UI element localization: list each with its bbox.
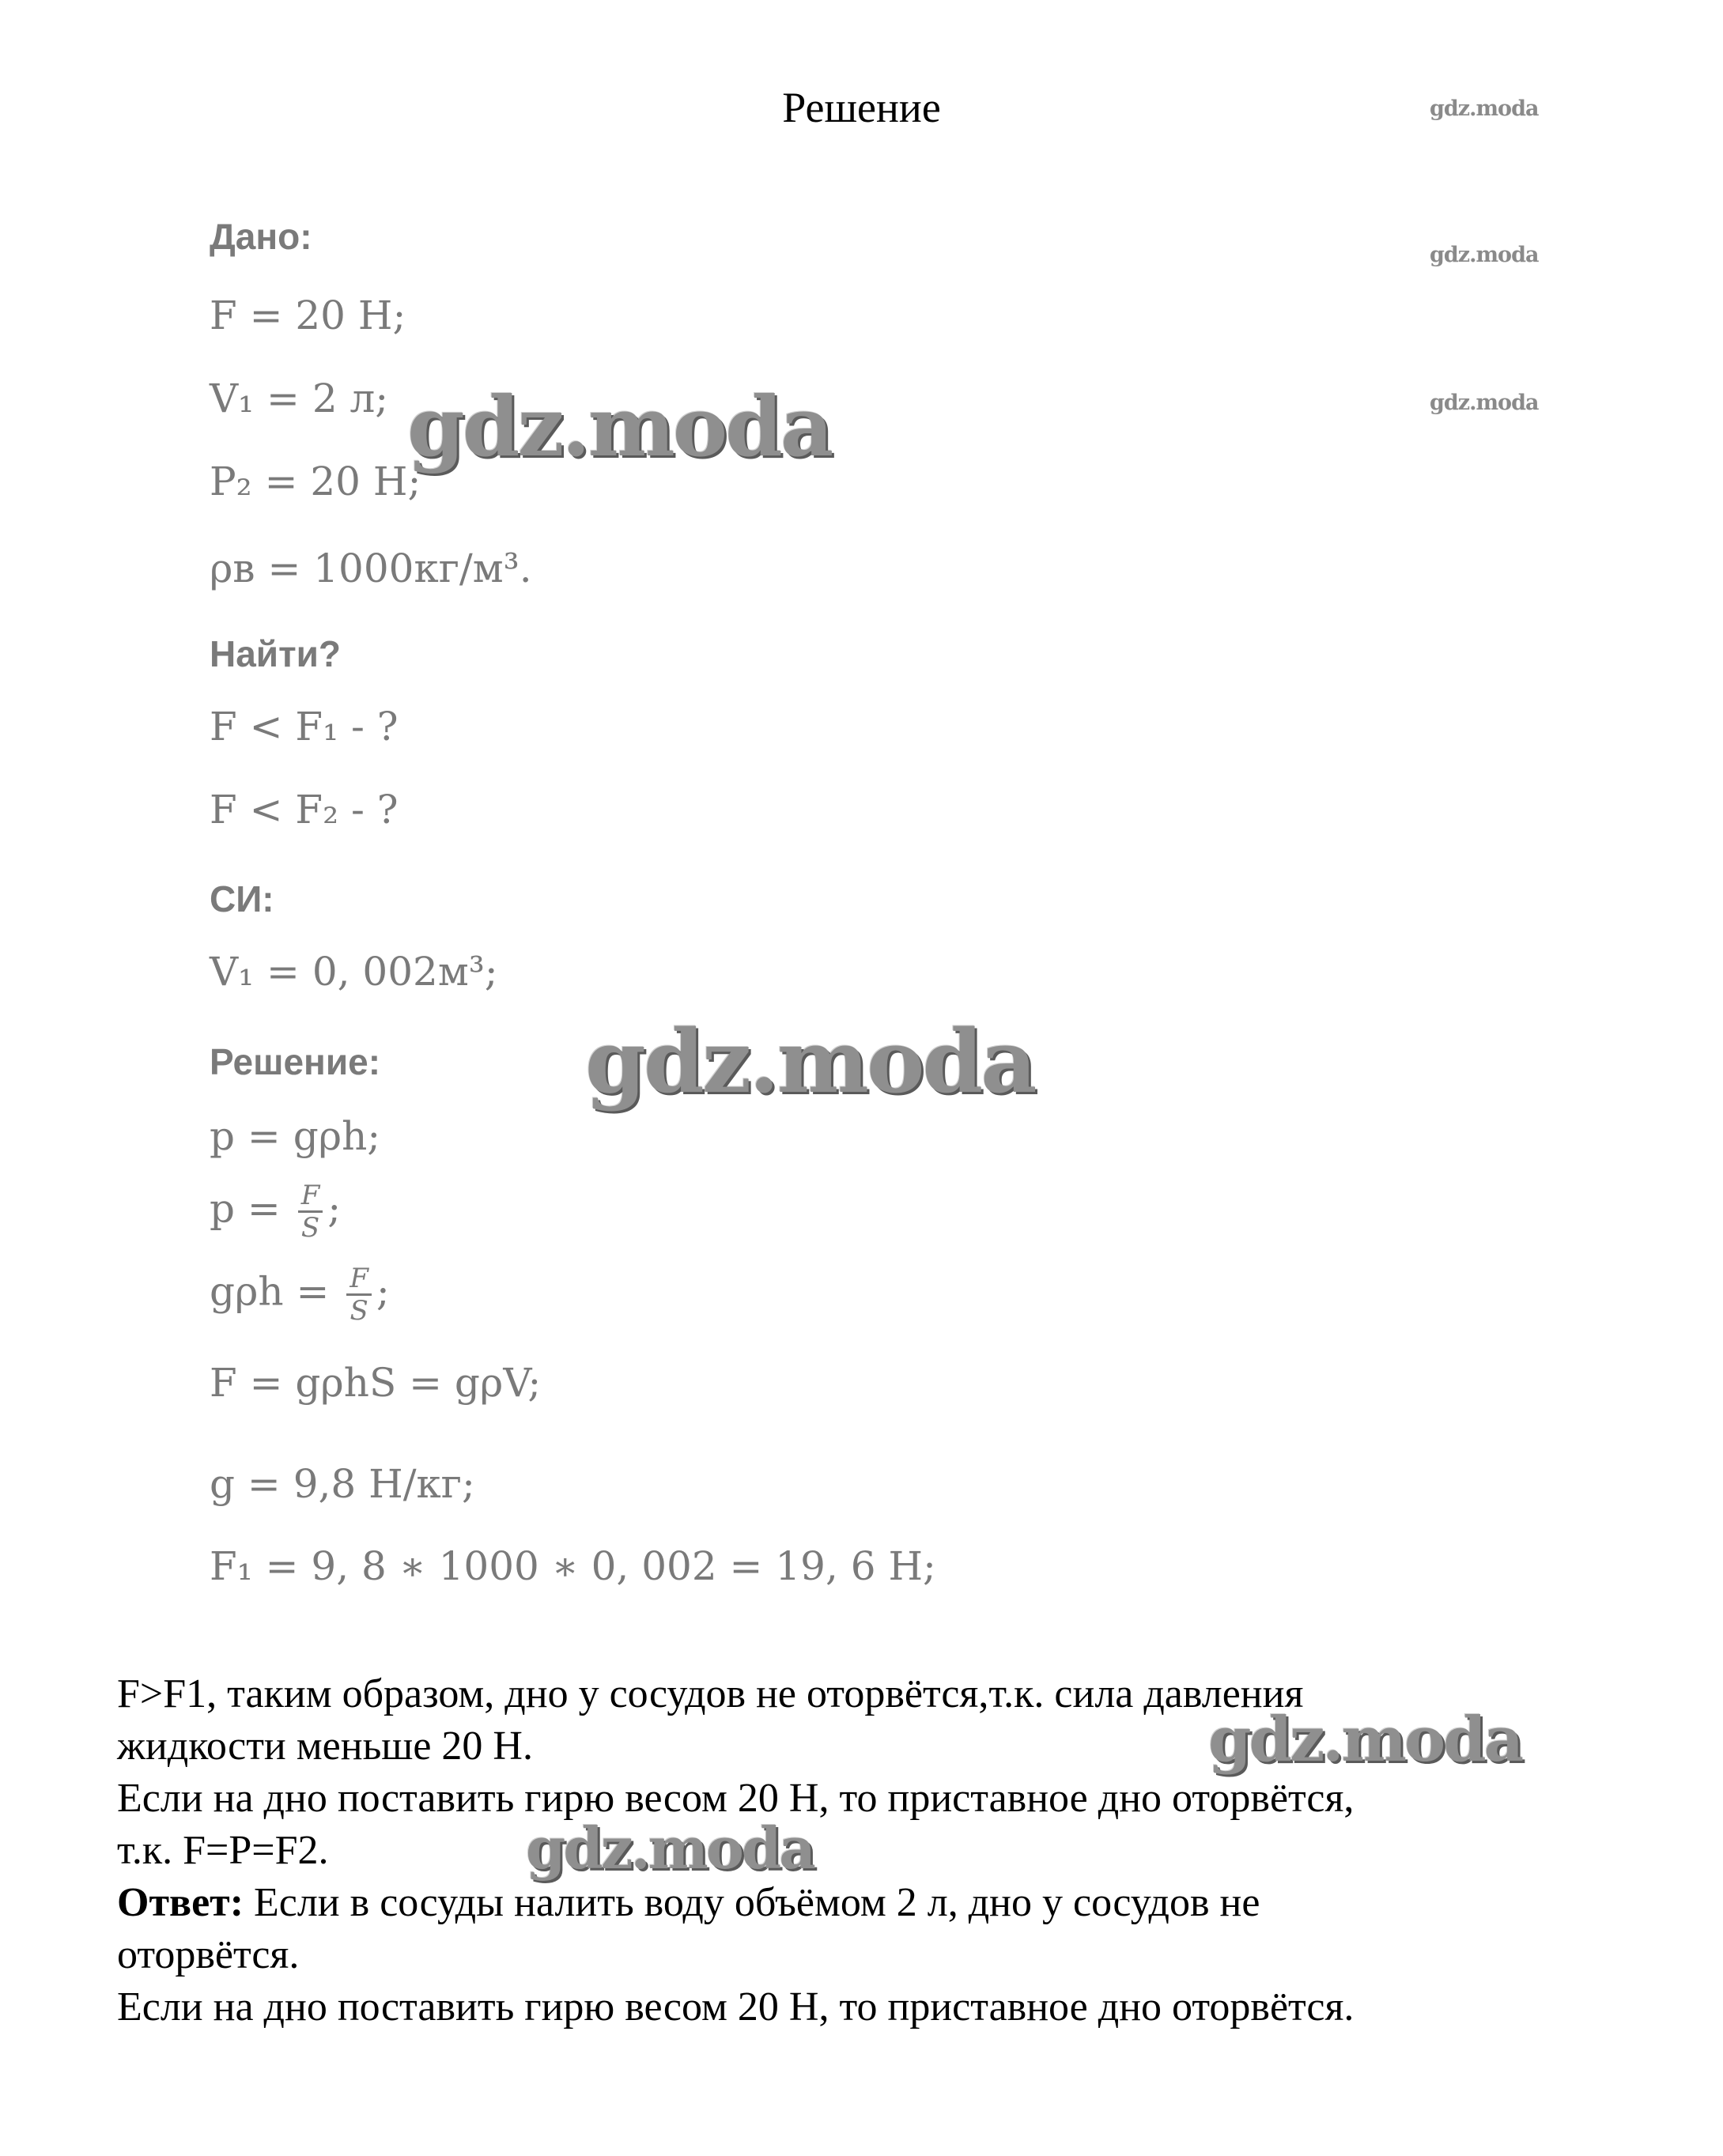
si-heading: СИ: <box>210 878 274 919</box>
solution-heading: Решение: <box>210 1041 381 1082</box>
find-line: F < F₁ - ? <box>210 704 399 750</box>
fraction-numerator: F <box>346 1265 372 1296</box>
solution-line: p = $\frac{F}{S}$ ; <box>210 1180 342 1244</box>
watermark-small: gdz.moda <box>1430 243 1539 267</box>
solution-line: F₁ = 9, 8 ∗ 1000 ∗ 0, 002 = 19, 6 Н; <box>210 1543 936 1589</box>
find-heading: Найти? <box>210 633 341 674</box>
given-line: P₂ = 20 Н; <box>210 459 421 504</box>
si-line: V₁ = 0, 002м³; <box>210 949 498 995</box>
formula-left: gρh = <box>210 1268 330 1315</box>
fraction-denominator: S <box>300 1212 320 1244</box>
watermark-large: gdz.moda <box>1208 1704 1522 1776</box>
answer-paragraph <box>117 1877 1619 1929</box>
watermark-small: gdz.moda <box>1430 96 1539 121</box>
formula-left: p = <box>210 1185 281 1232</box>
answer-paragraph: т.к. F=P=F2. <box>117 1828 329 1873</box>
answer-label: Ответ: <box>117 1880 244 1925</box>
answer-paragraph: жидкости меньше 20 Н. <box>117 1724 533 1769</box>
fraction <box>346 1263 372 1327</box>
given-heading: Дано: <box>210 216 312 257</box>
answer-paragraph: Если на дно поставить гирю весом 20 Н, то приставное дно оторвётся, <box>117 1776 1355 1821</box>
fraction <box>298 1180 323 1244</box>
answer-text: Если в сосуды налить воду объёмом 2 л, дно у сосудов не <box>244 1880 1260 1925</box>
given-line: V₁ = 2 л; <box>210 376 389 421</box>
solution-line: g = 9,8 Н/кг; <box>210 1461 475 1507</box>
given-line: F = 20 Н; <box>210 293 406 338</box>
fraction-denominator: S <box>350 1295 368 1327</box>
find-line: F < F₂ - ? <box>210 787 399 833</box>
solution-line: F = gρhS = gρV; <box>210 1360 542 1406</box>
solution-line: p = gρh; <box>210 1113 381 1159</box>
given-line: ρв = 1000кг/м³. <box>210 546 532 591</box>
watermark-large: gdz.moda <box>407 378 832 475</box>
watermark-large: gdz.moda <box>585 1010 1035 1112</box>
solution-line: gρh = $\frac{F}{S}$ ; <box>210 1263 390 1327</box>
answer-paragraph: оторвётся. <box>117 1932 300 1977</box>
answer-paragraph: Если на дно поставить гирю весом 20 Н, то приставное дно оторвётся. <box>117 1984 1355 2030</box>
page-title: Решение <box>782 84 941 131</box>
watermark-small: gdz.moda <box>1430 391 1539 415</box>
answer-paragraph: F>F1, таким образом, дно у сосудов не оторвётся,т.к. сила давления <box>117 1671 1304 1716</box>
fraction-numerator: F <box>298 1182 323 1213</box>
watermark-large: gdz.moda <box>526 1814 814 1882</box>
